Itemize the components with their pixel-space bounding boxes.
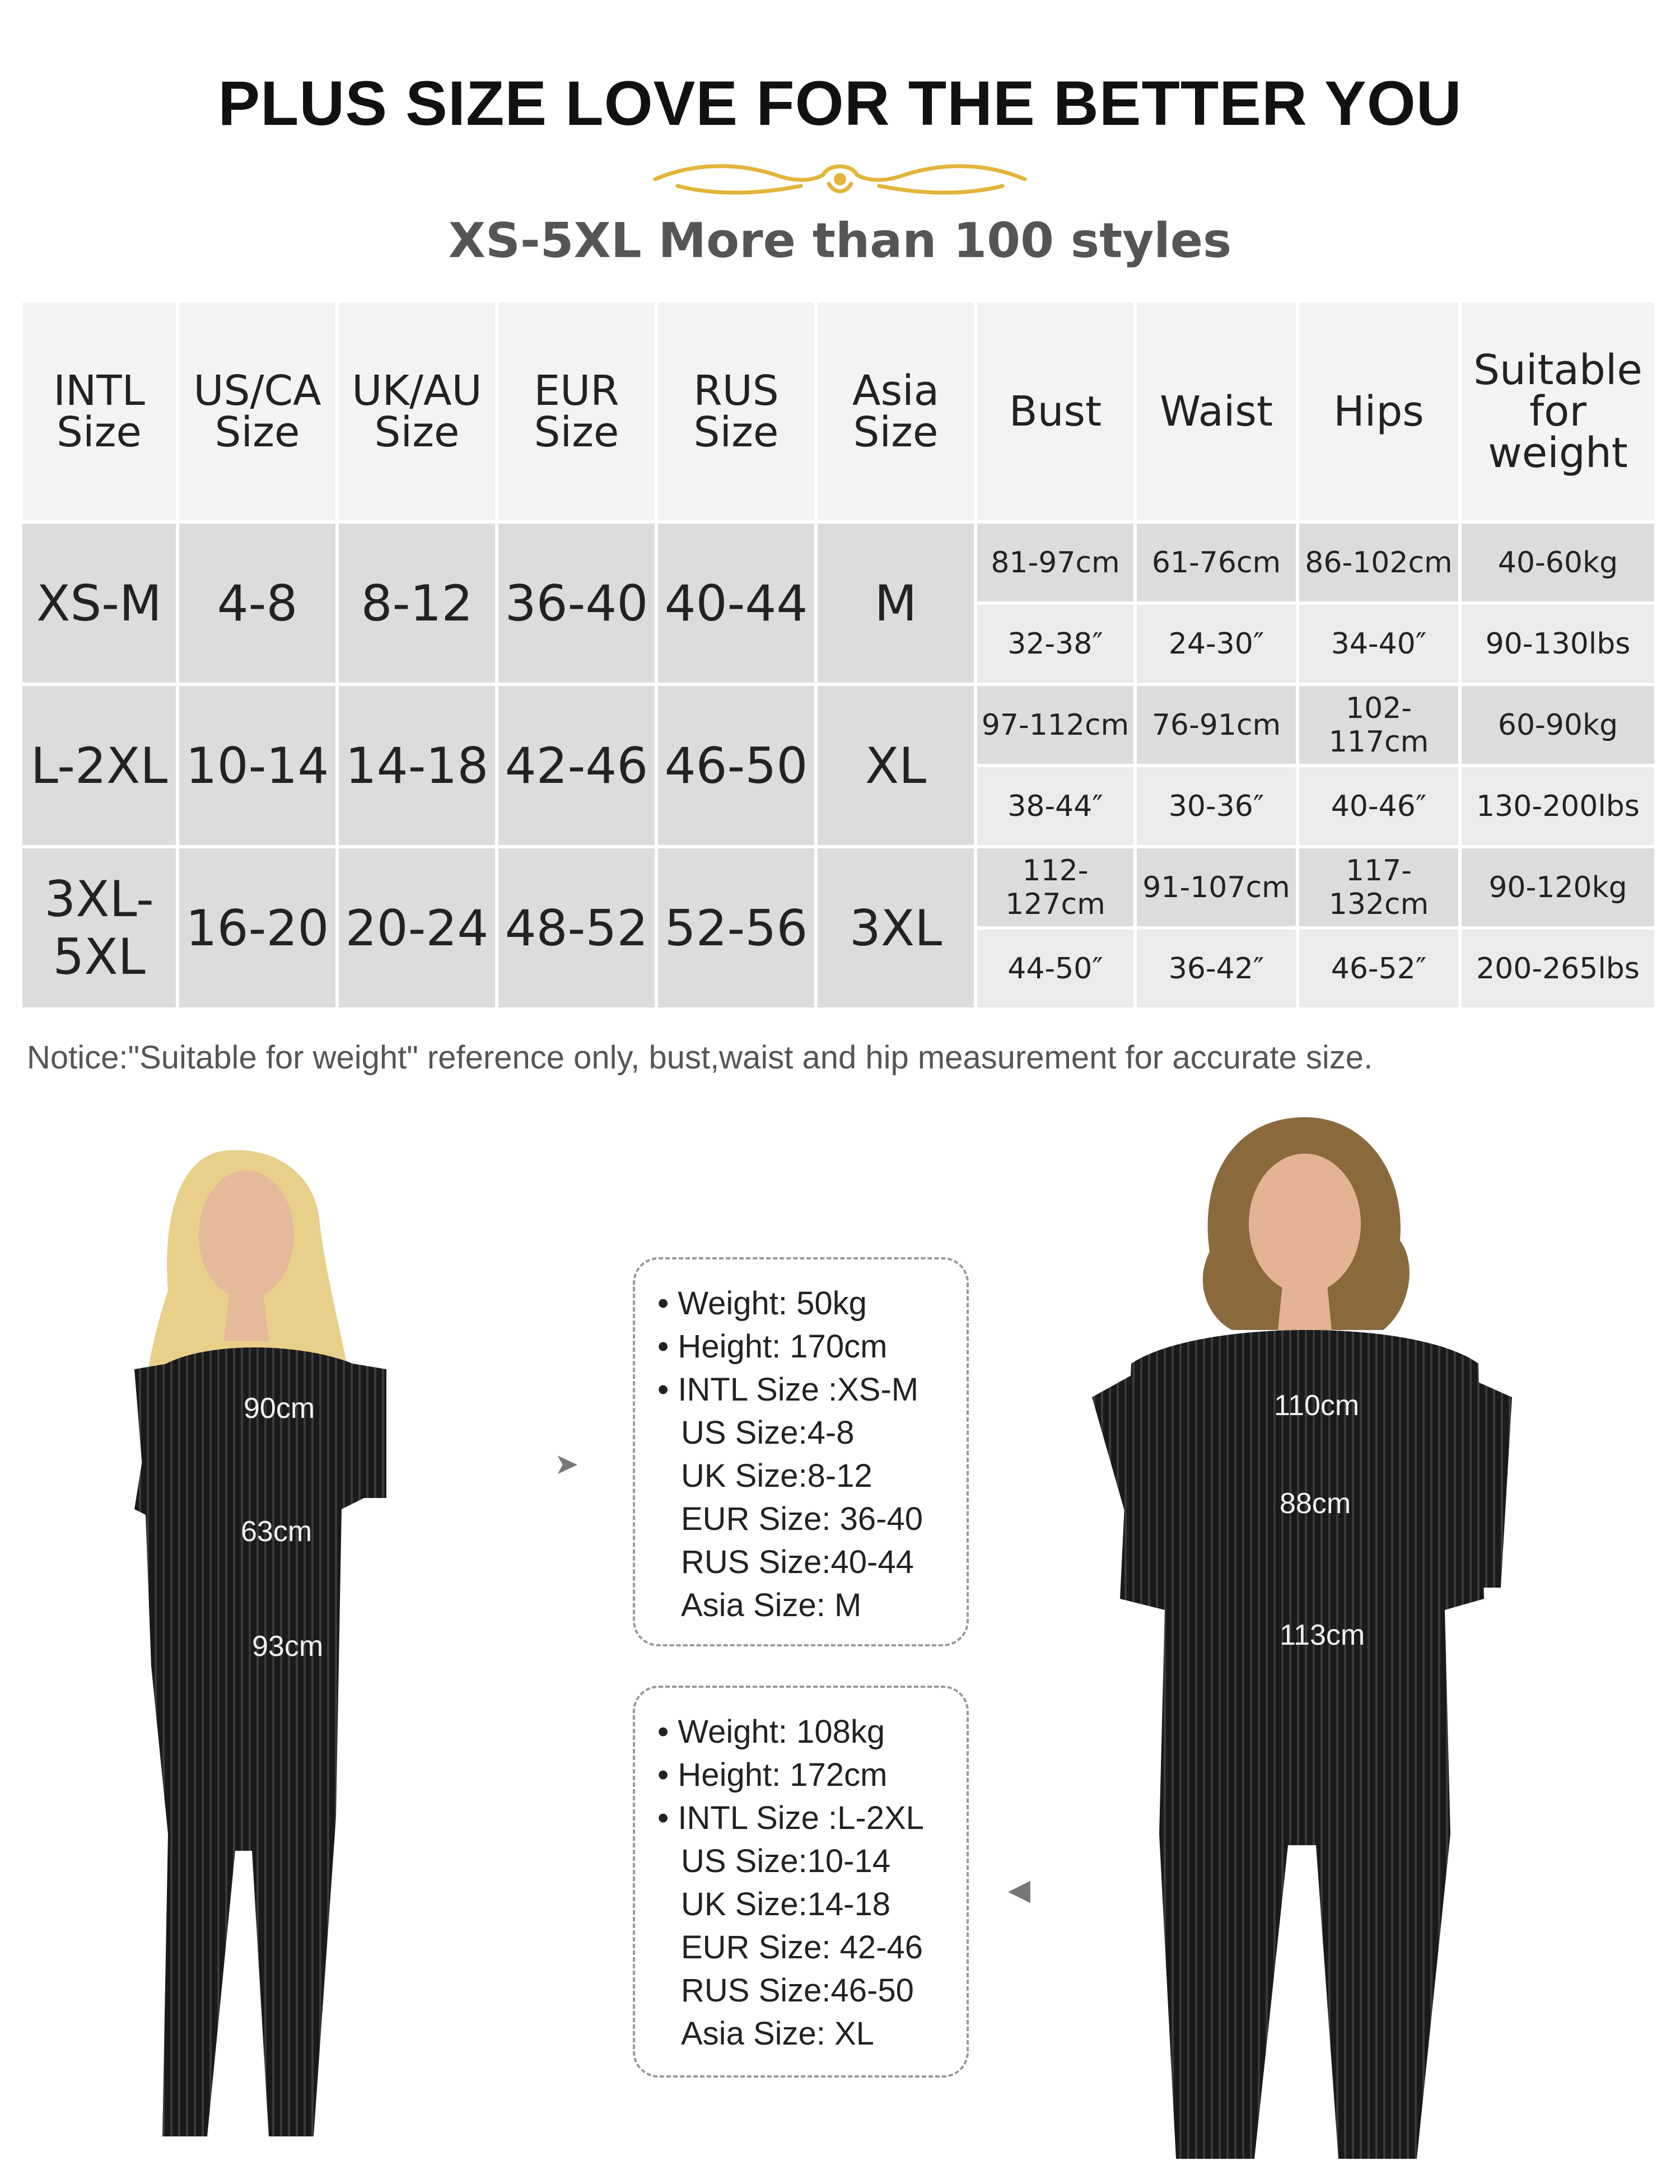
cell-rus: 46-50 [658,686,814,845]
cell-metric: 40-60kg [1462,524,1654,601]
column-header-line: for weight [1488,387,1628,477]
column-header-line: EUR [534,366,619,415]
column-header-line: Size [693,408,779,456]
column-header-line: Size [534,408,619,456]
model-right-info-box [633,1686,969,2078]
cell-metric: 86-102cm [1299,524,1458,601]
column-header-line: Hips [1333,387,1424,436]
info-height: • Height: 172cm [657,1757,888,1793]
column-header-uk [339,302,495,520]
column-header-rus [658,302,814,520]
info-asia-size: Asia Size: M [681,1587,862,1623]
column-header-line: RUS [693,366,779,415]
cell-us: 4-8 [179,524,335,683]
cell-rus: 52-56 [658,848,814,1007]
cell-metric: 81-97cm [977,524,1133,601]
info-height: • Height: 170cm [657,1328,888,1365]
info-eur-size: EUR Size: 36-40 [681,1501,923,1537]
column-header-line: Suitable [1473,346,1642,394]
cell-intl: 3XL-5XL [22,848,176,1007]
column-header-line: Size [853,408,939,456]
cell-eur: 48-52 [498,848,655,1007]
column-header-line: Waist [1160,387,1273,436]
cell-uk: 20-24 [339,848,495,1007]
cell-imperial: 24-30″ [1137,605,1296,683]
cell-intl: XS-M [22,524,176,683]
column-header-waist [1137,302,1296,520]
column-header-line: Size [374,408,460,456]
column-header-line: Bust [1009,387,1102,436]
info-rus-size: RUS Size:46-50 [681,1972,914,2009]
info-weight: • Weight: 108kg [657,1714,885,1750]
cell-imperial: 130-200lbs [1462,767,1654,845]
notice-text: Notice:"Suitable for weight" reference only, bust,waist and hip measurement for accurate size. [27,1039,1373,1076]
column-header-line: Asia [852,366,940,415]
column-header-line: US/CA [193,366,321,415]
cell-eur: 36-40 [498,524,655,683]
gold-ornament-divider [644,157,1036,202]
cell-imperial: 30-36″ [1137,767,1296,845]
cell-metric: 60-90kg [1462,686,1654,764]
info-eur-size: EUR Size: 42-46 [681,1929,923,1966]
cell-imperial: 90-130lbs [1462,605,1654,683]
cell-metric: 61-76cm [1137,524,1296,601]
info-weight: • Weight: 50kg [657,1285,867,1322]
cell-metric: 117-132cm [1299,848,1458,926]
cell-imperial: 32-38″ [977,605,1133,683]
cell-imperial: 38-44″ [977,767,1133,845]
column-header-asia [818,302,974,520]
cell-asia: XL [818,686,974,845]
info-us-size: US Size:10-14 [681,1843,890,1879]
column-header-eur [498,302,655,520]
cell-imperial: 40-46″ [1299,767,1458,845]
subtitle: XS-5XL More than 100 styles [448,213,1232,269]
cell-metric: 90-120kg [1462,848,1654,926]
info-us-size: US Size:4-8 [681,1415,855,1451]
column-header-hips [1299,302,1458,520]
measurement-waist-left: 63cm [241,1515,312,1548]
column-header-line: Size [57,408,142,456]
cell-eur: 42-46 [498,686,655,845]
cell-metric: 102-117cm [1299,686,1458,764]
column-header-intl [22,302,176,520]
info-rus-size: RUS Size:40-44 [681,1544,914,1580]
size-chart-table [22,302,1658,1016]
column-header-weight [1462,302,1654,520]
cell-uk: 14-18 [339,686,495,845]
info-asia-size: Asia Size: XL [681,2015,874,2052]
cell-rus: 40-44 [658,524,814,683]
cell-imperial: 46-52″ [1299,930,1458,1007]
info-uk-size: UK Size:14-18 [681,1886,890,1922]
cell-imperial: 34-40″ [1299,605,1458,683]
info-uk-size: UK Size:8-12 [681,1458,872,1494]
arrow-left-icon: ◀ [1008,1873,1030,1907]
cell-imperial: 44-50″ [977,930,1133,1007]
cell-us: 10-14 [179,686,335,845]
page-title: PLUS SIZE LOVE FOR THE BETTER YOU [218,68,1462,138]
column-header-bust [977,302,1133,520]
info-intl-size: • INTL Size :L-2XL [657,1800,924,1836]
arrow-right-icon: ➤ [554,1448,579,1481]
cell-uk: 8-12 [339,524,495,683]
column-header-line: Size [214,408,300,456]
measurement-hips-right: 113cm [1280,1619,1365,1651]
cell-intl: L-2XL [22,686,176,845]
cell-metric: 76-91cm [1137,686,1296,764]
column-header-line: UK/AU [352,366,482,415]
model-left-info-box [633,1257,969,1646]
cell-imperial: 36-42″ [1137,930,1296,1007]
cell-us: 16-20 [179,848,335,1007]
cell-metric: 91-107cm [1137,848,1296,926]
measurement-hips-left: 93cm [252,1630,324,1663]
measurement-bust-right: 110cm [1274,1389,1360,1422]
cell-imperial: 200-265lbs [1462,930,1654,1007]
cell-metric: 112-127cm [977,848,1133,926]
info-intl-size: • INTL Size :XS-M [657,1371,919,1408]
column-header-us [179,302,335,520]
measurement-waist-right: 88cm [1280,1487,1351,1520]
cell-metric: 97-112cm [977,686,1133,764]
cell-asia: 3XL [818,848,974,1007]
measurement-bust-left: 90cm [244,1392,315,1425]
column-header-line: INTL [53,366,145,415]
cell-asia: M [818,524,974,683]
